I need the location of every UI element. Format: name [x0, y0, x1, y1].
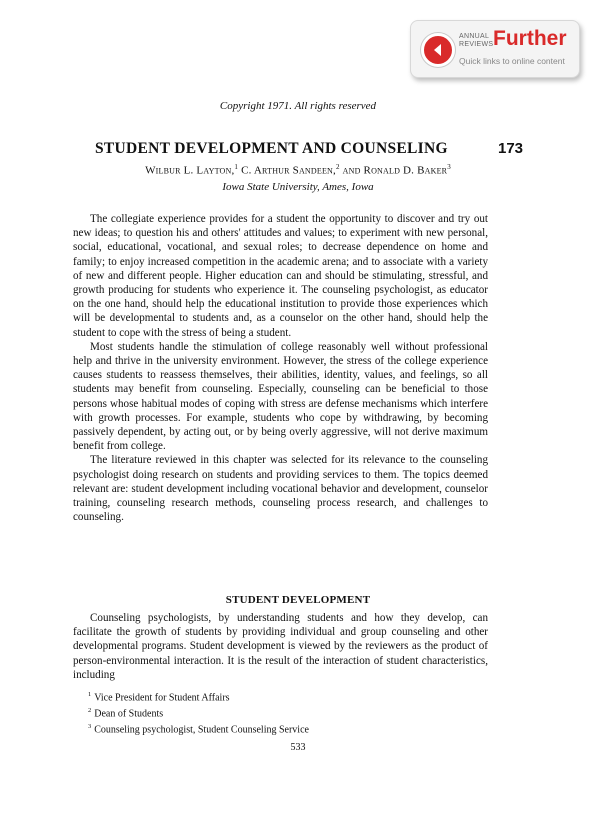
affiliation: Iowa State University, Ames, Iowa — [222, 181, 374, 193]
footnote-mark: 1 — [88, 691, 92, 698]
folio-page-number: 533 — [290, 742, 306, 753]
footnote-mark: 3 — [447, 163, 451, 171]
footnote — [88, 705, 488, 721]
intro-text — [73, 212, 488, 524]
annual-label: ANNUAL — [459, 33, 490, 40]
reviews-label: REVIEWS — [459, 41, 494, 48]
footnote-mark: 2 — [88, 706, 92, 714]
back-arrow-icon[interactable] — [421, 33, 455, 67]
author-conjunction: and — [342, 164, 361, 177]
further-links-badge[interactable] — [410, 20, 580, 78]
quick-links-text[interactable]: Quick links to online content — [459, 56, 565, 66]
author-name: Wilbur L. Layton, — [145, 164, 235, 177]
footnote-mark: 2 — [336, 163, 340, 171]
footnote-mark: 3 — [88, 722, 92, 730]
further-label: Further — [493, 27, 567, 50]
page-number: 173 — [498, 140, 524, 157]
paragraph: Most students handle the stimulation of college reasonably well without professional help and thrive in the university environment. However, the stress of the college experience causes students to reassess themselves, their abilities, identity, values, and feelings, so all students may benefit from counseling. Especially, counseling can be beneficial to those persons whose habitual modes of coping with stress are defense mechanisms which interfere with growth processes. For example, students who cope by withdrawing, by becoming passively dependent, by acting out, or by being overly aggressive, will not derive maximum benefit from college. — [73, 340, 488, 453]
footnotes — [88, 689, 488, 736]
footnote-mark: 1 — [234, 163, 239, 171]
footnote-text: Dean of Students — [94, 708, 164, 720]
author-name: Ronald D. Baker — [363, 164, 448, 177]
footnote — [88, 689, 488, 705]
section-heading: STUDENT DEVELOPMENT — [225, 594, 371, 606]
author-name: C. Arthur Sandeen, — [241, 164, 336, 177]
author-line — [0, 163, 596, 177]
paragraph: Counseling psychologists, by understanding students and how they develop, can facilitate the growth of students by providing individual and group counseling and other developmental programs. Student development is viewed by the reviewers as the product of person-environmental interaction. It is the result of the interaction of student characteristics, including — [73, 612, 488, 681]
article-title: STUDENT DEVELOPMENT AND COUNSELING — [95, 140, 448, 157]
paragraph: The literature reviewed in this chapter was selected for its relevance to the counseling psychologist doing research on students and providing services to them. The topics deemed relevant are: student development including vocational behavior and development, counselor training, counseling research methods, counseling process research, and challenges to counseling. — [73, 454, 488, 524]
copyright-line: Copyright 1971. All rights reserved — [219, 100, 377, 112]
footnote-text: Counseling psychologist, Student Counseling Service — [94, 723, 309, 735]
footnote-text: Vice President for Student Affairs — [94, 692, 230, 704]
footnote — [88, 721, 488, 737]
paragraph: The collegiate experience provides for a student the opportunity to discover and try out new ideas; to question his and others' attitudes and values; to experiment with new personal, social, educational, vocational, and sexual roles; to decrease dependence on home and family; to enjoy increased competition in the academic arena; and to associate with a variety of new and different people. Higher education can and should be stimulating, stressful, and growth producing for students who experience it. The counseling psychologist, as educator on the one hand, should help the educational institution to provide those experiences which will be developmental to students and, as a counselor on the other hand, should help the student to cope with the stress of being a student. — [73, 213, 488, 339]
section-text — [73, 611, 488, 682]
